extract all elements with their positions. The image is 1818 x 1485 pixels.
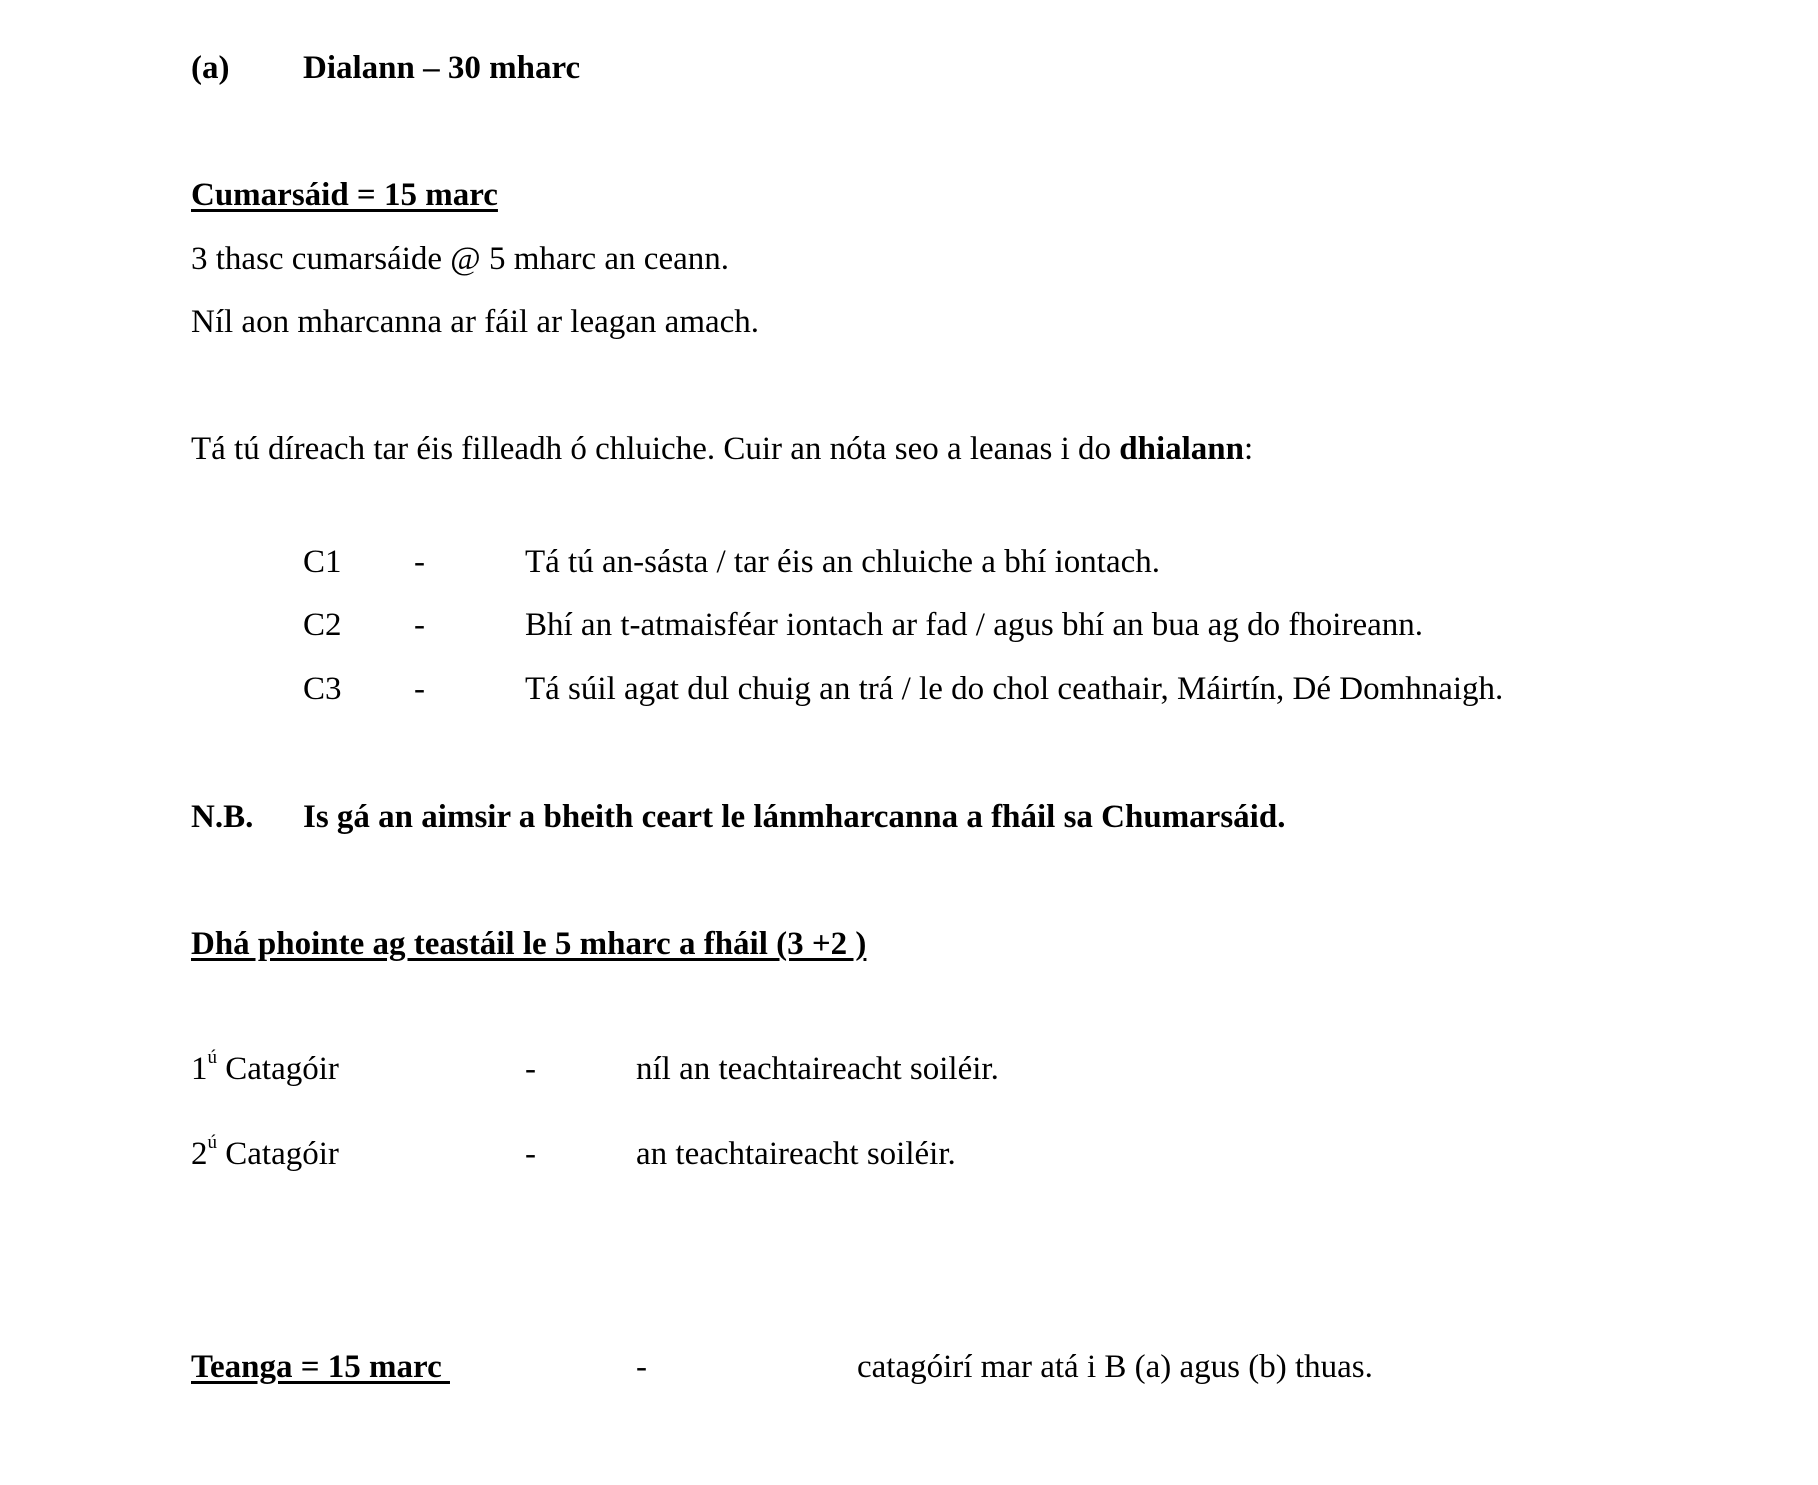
category-text: níl an teachtaireacht soiléir. xyxy=(636,1051,999,1087)
category-word: Catagóir xyxy=(217,1051,339,1087)
category-number: 2 xyxy=(191,1136,208,1172)
instruction-main: Tá tú díreach tar éis filleadh ó chluiche. Cuir an nóta seo a leanas i do xyxy=(191,431,1120,467)
category-label xyxy=(191,1132,339,1172)
task-code: C3 xyxy=(303,671,342,707)
task-code: C1 xyxy=(303,544,342,580)
category-ordinal: ú xyxy=(207,1132,217,1153)
instruction-text xyxy=(191,433,1253,466)
note-label: N.B. xyxy=(191,799,254,835)
task-dash: - xyxy=(414,671,425,707)
category-text: an teachtaireacht soiléir. xyxy=(636,1136,956,1172)
task-code: C2 xyxy=(303,607,342,643)
category-number: 1 xyxy=(191,1051,208,1087)
communication-title: Cumarsáid = 15 marc xyxy=(191,177,498,213)
category-dash: - xyxy=(525,1136,536,1172)
task-dash: - xyxy=(414,607,425,643)
category-ordinal: ú xyxy=(207,1047,217,1068)
category-label xyxy=(191,1047,339,1087)
language-title: Teanga = 15 marc xyxy=(191,1349,450,1385)
language-text: catagóirí mar atá i B (a) agus (b) thuas. xyxy=(857,1349,1373,1385)
task-text: Tá súil agat dul chuig an trá / le do chol ceathair, Máirtín, Dé Domhnaigh. xyxy=(525,671,1504,707)
language-dash: - xyxy=(636,1349,647,1385)
communication-line-2: Níl aon mharcanna ar fáil ar leagan amach. xyxy=(191,304,760,340)
task-text: Bhí an t-atmaisféar iontach ar fad / agus bhí an bua ag do fhoireann. xyxy=(525,607,1424,643)
communication-line-1: 3 thasc cumarsáide @ 5 mharc an ceann. xyxy=(191,241,729,277)
task-dash: - xyxy=(414,544,425,580)
section-title: Dialann – 30 mharc xyxy=(303,50,581,86)
task-text: Tá tú an-sásta / tar éis an chluiche a bhí iontach. xyxy=(525,544,1161,580)
category-word: Catagóir xyxy=(217,1136,339,1172)
category-dash: - xyxy=(525,1051,536,1087)
note-text: Is gá an aimsir a bheith ceart le lánmharcanna a fháil sa Chumarsáid. xyxy=(303,799,1286,835)
points-title: Dhá phointe ag teastáil le 5 mharc a fháil (3 +2 ) xyxy=(191,926,867,962)
instruction-suffix: : xyxy=(1244,431,1254,467)
section-label: (a) xyxy=(191,50,230,86)
instruction-bold-word: dhialann xyxy=(1119,431,1244,467)
